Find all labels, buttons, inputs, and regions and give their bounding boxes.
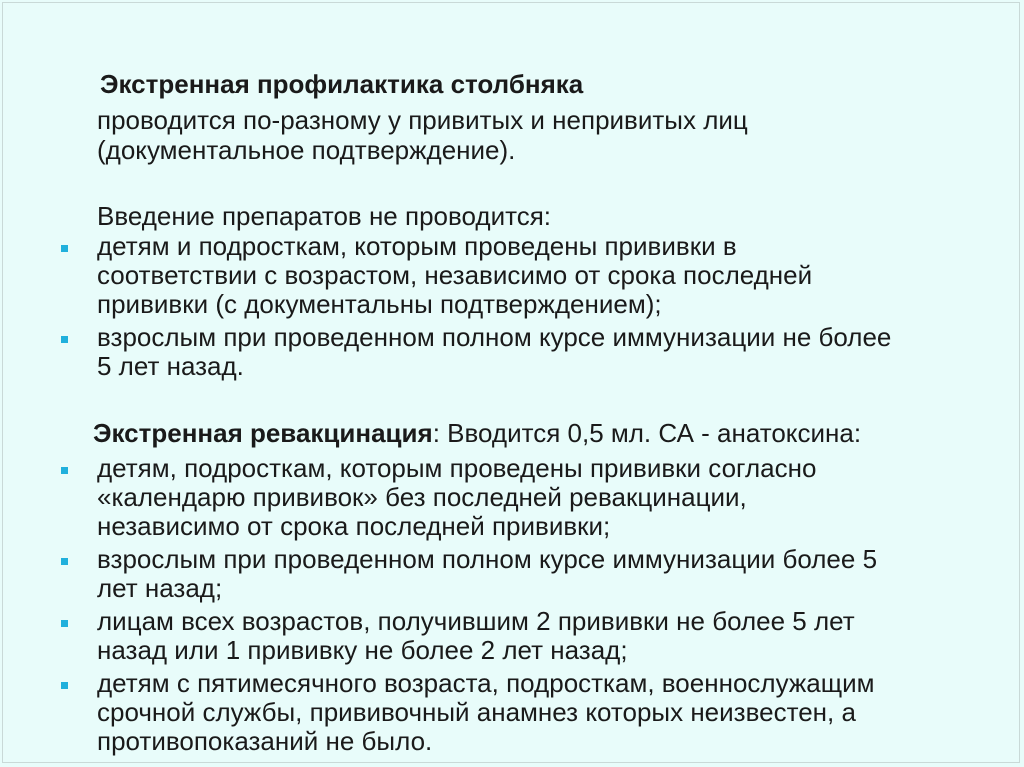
section2-item3-line2: назад или 1 прививку не более 2 лет назад; <box>97 635 628 665</box>
bullet-square-icon <box>61 682 68 689</box>
section2-item4-line2: срочной службы, прививочный анамнез которых неизвестен, а <box>97 697 856 727</box>
section2-item1-line1: детям, подросткам, которым проведены прививки согласно <box>97 453 817 483</box>
section2-heading-bold: Экстренная ревакцинация <box>93 418 433 448</box>
section1-heading: Введение препаратов не проводится: <box>97 201 552 231</box>
section2-item4-line3: противопоказаний не было. <box>97 726 433 756</box>
section1-item1-line1: детям и подросткам, которым проведены прививки в <box>97 231 737 261</box>
section2-item1-line3: независимо от срока последней прививки; <box>97 511 611 541</box>
section2-heading <box>93 418 861 448</box>
bullet-square-icon <box>61 558 68 565</box>
bullet-square-icon <box>61 245 68 252</box>
section2-item3-line1: лицам всех возрастов, получившим 2 прививки не более 5 лет <box>97 606 855 636</box>
section2-item4-line1: детям с пятимесячного возраста, подросткам, военнослужащим <box>97 668 875 698</box>
bullet-square-icon <box>61 336 68 343</box>
intro-line-1: проводится по-разному у привитых и непривитых лиц <box>97 105 748 135</box>
section2-item1-line2: «календарю прививок» без последней ревакцинации, <box>97 482 747 512</box>
section1-item1-line2: соответствии с возрастом, независимо от срока последней <box>97 260 813 290</box>
intro-line-2: (документальное подтверждение). <box>97 135 516 165</box>
bullet-square-icon <box>61 467 68 474</box>
section1-item2-line1: взрослым при проведенном полном курсе иммунизации не более <box>97 322 892 352</box>
slide-title: Экстренная профилактика столбняка <box>100 69 584 99</box>
section1-item1-line3: прививки (с документальны подтверждением); <box>97 289 662 319</box>
section2-item2-line2: лет назад; <box>97 573 223 603</box>
section2-item2-line1: взрослым при проведенном полном курсе иммунизации более 5 <box>97 544 878 574</box>
bullet-square-icon <box>61 620 68 627</box>
section1-item2-line2: 5 лет назад. <box>97 351 244 381</box>
section2-heading-rest: : Вводится 0,5 мл. СА - анатоксина: <box>432 418 862 448</box>
